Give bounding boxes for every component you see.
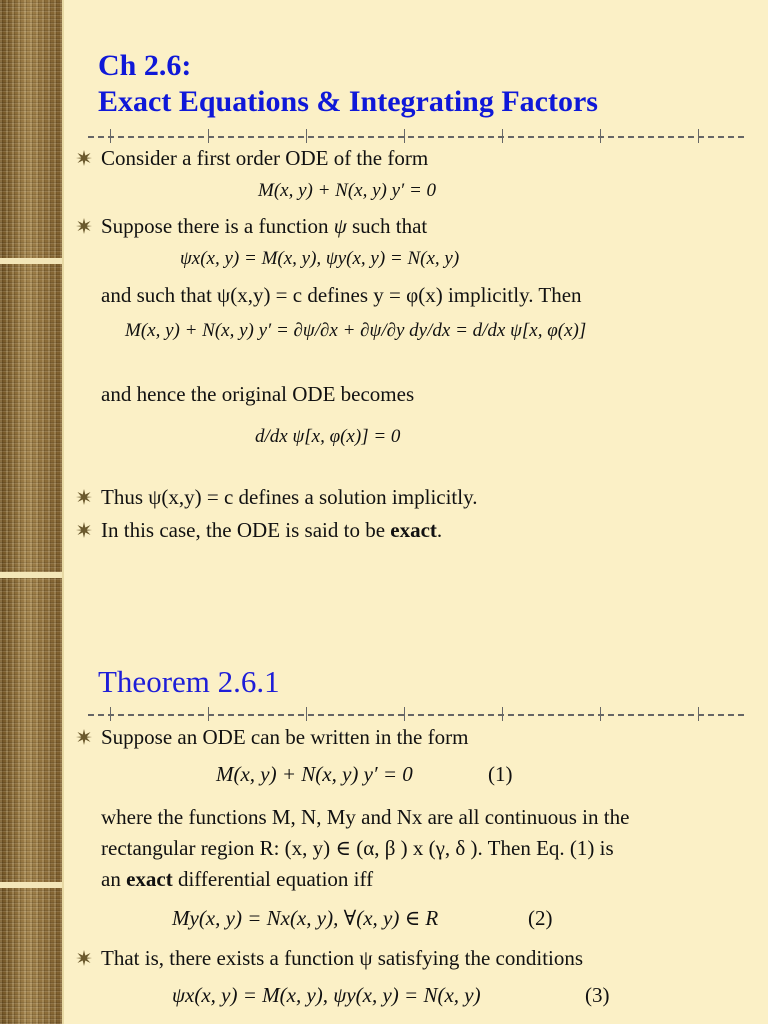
bullet-text: Suppose an ODE can be written in the form [101,725,469,749]
section-heading [98,664,280,700]
binding-gap [0,258,62,264]
title-line-1: Ch 2.6: [98,49,192,82]
binding-gap [0,572,62,578]
equation-number: (2) [528,906,553,930]
paragraph: an exact differential equation iff [101,867,374,891]
star-bullet-icon [76,729,92,745]
equation: M(x, y) + N(x, y) y′ = 0 [258,180,437,201]
equation: My(x, y) = Nx(x, y), ∀(x, y) ∈ R [172,906,439,930]
binding-gap [0,882,62,888]
equation: ψx(x, y) = M(x, y), ψy(x, y) = N(x, y) [172,983,481,1007]
bullet-text: That is, there exists a function ψ satisfying the conditions [101,946,584,970]
binding-strip [0,0,62,1024]
star-bullet-icon [76,950,92,966]
bullet-text: Consider a first order ODE of the form [101,146,429,170]
page-edge [62,0,64,1024]
dashed-divider [88,126,744,138]
equation: d/dx ψ[x, φ(x)] = 0 [255,426,401,447]
star-bullet-icon [76,522,92,538]
star-bullet-icon [76,150,92,166]
slide-title [98,48,598,120]
paragraph: and hence the original ODE becomes [101,382,415,406]
bullet-text: In this case, the ODE is said to be exact. [101,518,443,542]
paragraph: where the functions M, N, My and Nx are all continuous in the [101,805,630,829]
equation-number: (1) [488,762,513,786]
equation-number: (3) [585,983,610,1007]
equation: M(x, y) + N(x, y) y′ = 0 [216,762,413,786]
equation: ψx(x, y) = M(x, y), ψy(x, y) = N(x, y) [180,248,460,269]
bullet-text: Suppose there is a function ψ such that [101,214,428,238]
paragraph: rectangular region R: (x, y) ∈ (α, β ) x (γ, δ ). Then Eq. (1) is [101,836,614,860]
star-bullet-icon [76,218,92,234]
title-line-2: Exact Equations & Integrating Factors [98,85,598,118]
bullet-text: Thus ψ(x,y) = c defines a solution implicitly. [101,485,478,509]
theorem-heading: Theorem 2.6.1 [98,664,280,699]
equation: M(x, y) + N(x, y) y′ = ∂ψ/∂x + ∂ψ/∂y dy/dx = d/dx ψ[x, φ(x)] [125,320,587,341]
star-bullet-icon [76,489,92,505]
dashed-divider [88,704,744,716]
paragraph: and such that ψ(x,y) = c defines y = φ(x) implicitly. Then [101,283,582,307]
